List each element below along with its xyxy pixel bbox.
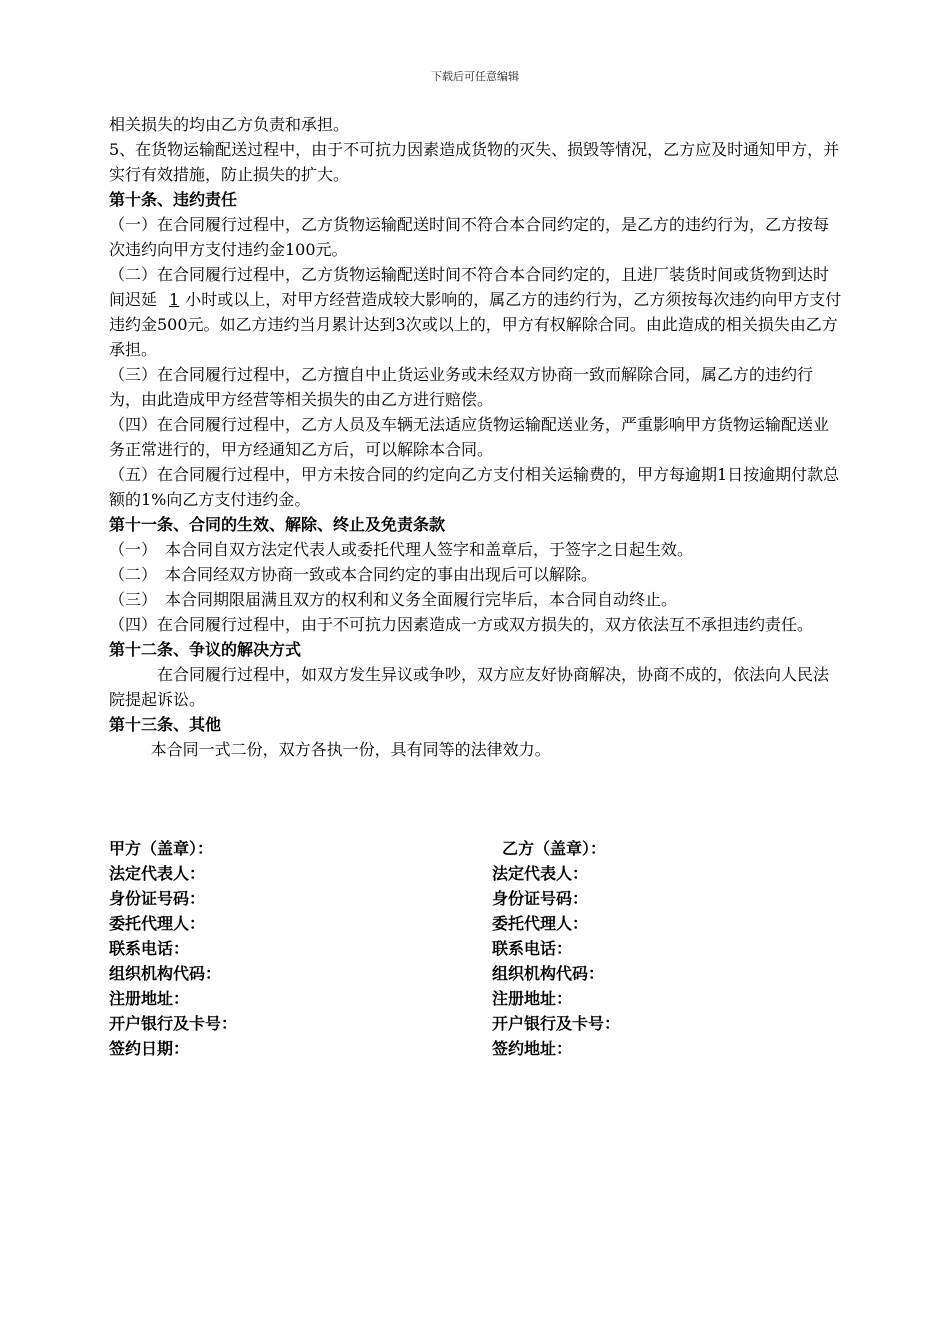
clause-10-3: （三）在合同履行过程中，乙方擅自中止货运业务或未经双方协商一致而解除合同，属乙方的违约行为，由此造成甲方经营等相关损失的由乙方进行赔偿。 [109, 365, 814, 409]
party-b-legal-rep: 法定代表人： [492, 864, 589, 883]
clause-11-2: （二） 本合同经双方协商一致或本合同约定的事由出现后可以解除。 [109, 565, 598, 584]
contract-body [109, 112, 844, 762]
party-a-address: 注册地址： [109, 989, 190, 1008]
party-b-address: 注册地址： [492, 989, 573, 1008]
heading-article-10: 第十条、违约责任 [109, 190, 238, 209]
clause-11-3: （三） 本合同期限届满且双方的权利和义务全面履行完毕后，本合同自动终止。 [109, 590, 678, 609]
party-b-org-code: 组织机构代码： [492, 964, 605, 983]
party-b-sign-location: 签约地址： [492, 1039, 573, 1058]
party-a-phone: 联系电话： [109, 939, 190, 958]
party-b-agent: 委托代理人： [492, 914, 589, 933]
clause-10-2-before: （二）在合同履行过程中，乙方货物运输配送时间不符合本合同约定的，且进厂装货时间或货物到达时间迟延 [109, 265, 830, 309]
party-a-id-number: 身份证号码： [109, 889, 206, 908]
clause-10-1: （一）在合同履行过程中，乙方货物运输配送时间不符合本合同约定的，是乙方的违约行为，乙方按每次违约向甲方支付违约金100元。 [109, 215, 830, 259]
paragraph-liability-end: 相关损失的均由乙方负责和承担。 [109, 115, 350, 134]
party-b-id-number: 身份证号码： [492, 889, 589, 908]
clause-10-2-after: 小时或以上，对甲方经营造成较大影响的，属乙方的违约行为，乙方须按每次违约向甲方支付违约金500元。如乙方违约当月累计达到3次或以上的，甲方有权解除合同。由此造成的相关损失由乙方承担。 [109, 290, 842, 359]
clause-12-text: 在合同履行过程中，如双方发生异议或争吵，双方应友好协商解决，协商不成的，依法向人民法院提起诉讼。 [109, 665, 830, 709]
clause-10-4: （四）在合同履行过程中，乙方人员及车辆无法适应货物运输配送业务，严重影响甲方货物运输配送业务正常进行的，甲方经通知乙方后，可以解除本合同。 [109, 415, 830, 459]
clause-11-4: （四）在合同履行过程中，由于不可抗力因素造成一方或双方损失的，双方依法互不承担违约责任。 [109, 615, 814, 634]
party-a-sign-date: 签约日期： [109, 1039, 190, 1058]
clause-10-5: （五）在合同履行过程中，甲方未按合同的约定向乙方支付相关运输费的，甲方每逾期1日按逾期付款总额的1%向乙方支付违约金。 [109, 465, 840, 509]
header-note: 下载后可任意编辑 [431, 70, 519, 83]
party-a-signature-block [109, 836, 469, 1061]
party-b-seal: 乙方（盖章）： [502, 839, 607, 858]
clause-11-1: （一） 本合同自双方法定代表人或委托代理人签字和盖章后，于签字之日起生效。 [109, 540, 694, 559]
paragraph-force-majeure: 5、在货物运输配送过程中，由于不可抗力因素造成货物的灭失、损毁等情况，乙方应及时通知甲方，并实行有效措施，防止损失的扩大。 [109, 140, 840, 184]
party-a-bank: 开户银行及卡号： [109, 1014, 238, 1033]
clause-10-2-blank: 1 [169, 290, 180, 309]
party-a-org-code: 组织机构代码： [109, 964, 222, 983]
heading-article-13: 第十三条、其他 [109, 715, 222, 734]
heading-article-11: 第十一条、合同的生效、解除、终止及免责条款 [109, 515, 446, 534]
clause-13-text: 本合同一式二份，双方各执一份，具有同等的法律效力。 [150, 740, 551, 759]
heading-article-12: 第十二条、争议的解决方式 [109, 640, 302, 659]
party-a-seal: 甲方（盖章）： [109, 839, 214, 858]
party-b-phone: 联系电话： [492, 939, 573, 958]
clause-10-2 [109, 262, 844, 362]
party-a-legal-rep: 法定代表人： [109, 864, 206, 883]
party-a-agent: 委托代理人： [109, 914, 206, 933]
party-b-signature-block [492, 836, 852, 1061]
party-b-bank: 开户银行及卡号： [492, 1014, 621, 1033]
